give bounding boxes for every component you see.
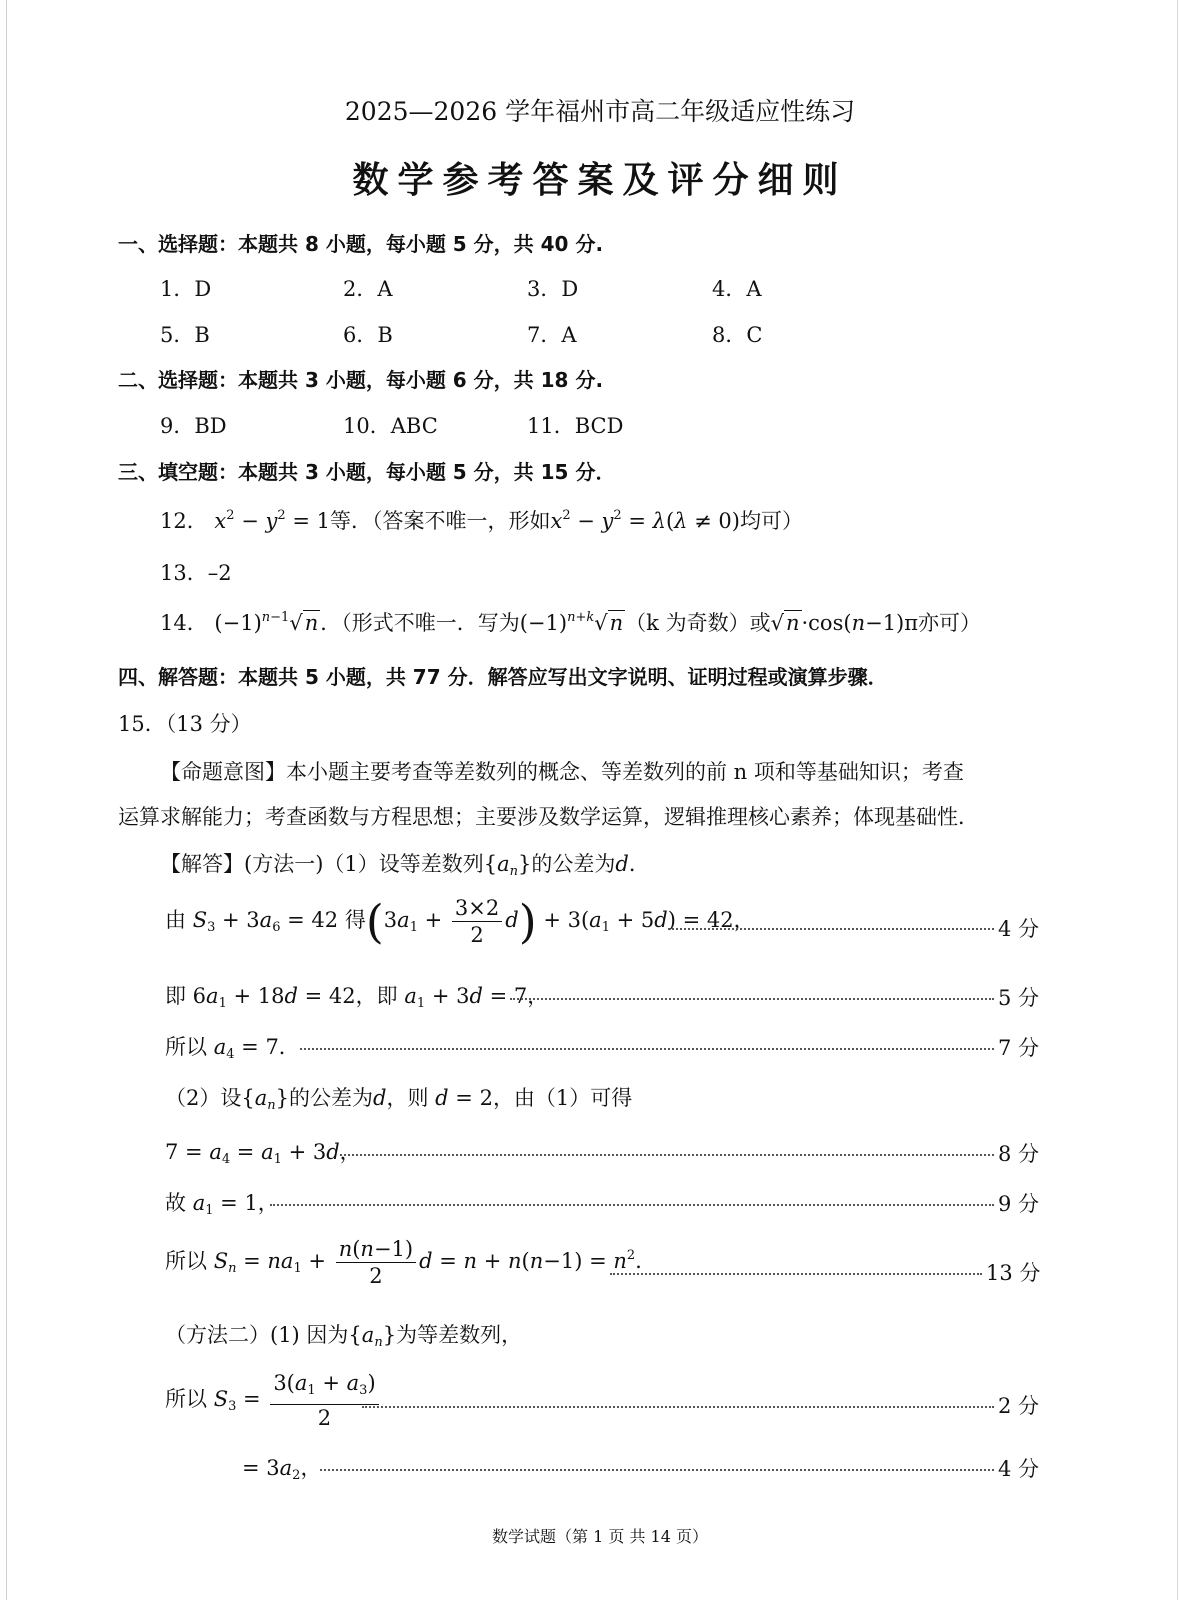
step-s3-formula: 所以 $S_3$ = $\frac{3(a_1 + a_3)}{2}$ — [165, 1370, 382, 1431]
page-edge-left — [6, 0, 7, 1600]
formula-hyperbola: $x^2 - y^2 = 1$ — [214, 508, 330, 533]
answer-2: 2．A — [343, 277, 393, 301]
score-leader-4 — [340, 1154, 994, 1156]
section3-heading: 三、填空题：本题共 3 小题，每小题 5 分，共 15 分． — [118, 460, 616, 484]
intent-line-2: 运算求解能力；考查函数与方程思想；主要涉及数学运算，逻辑推理核心素养；体现基础性． — [118, 805, 979, 829]
score-8: 4 分 — [998, 1457, 1040, 1481]
answer-14: 14． $(-1)^{n-1}√n$．（形式不唯一．写为$(-1)^{n+k}√n(k$ 为奇数）或√n·cos(n−1)π亦可） — [160, 610, 982, 635]
section4-heading: 四、解答题：本题共 5 小题，共 77 分．解答应写出文字说明、证明过程或演算步骤． — [118, 665, 888, 689]
page-edge-right — [1177, 0, 1178, 1600]
answer-10: 10．ABC — [343, 414, 438, 438]
answer-6: 6．B — [343, 323, 393, 347]
score-4: 8 分 — [998, 1142, 1040, 1166]
method2-intro: （方法二）(1) 因为$\{a_n\}$为等差数列， — [165, 1323, 523, 1350]
section2-heading: 二、选择题：本题共 3 小题，每小题 6 分，共 18 分. — [118, 368, 604, 392]
answer-12: 12． $x^2 - y^2 = 1$等．（答案不唯一，形如$x^2 - y^2 = \lambda(\lambda \ne 0)$均可） — [160, 508, 803, 533]
step-s3-equation: 由 $S_3 + 3a_6 = 42$ 得($3a_1$ + $\frac{3\times 2}{2}$ $d) + 3(a_1 + 5d) = 42$， — [165, 894, 755, 949]
formula-q14: $(-1)^{n-1}√n$ — [214, 610, 319, 635]
step-3a2: = $3a_2$， — [242, 1456, 322, 1483]
intent-line-1: 【命题意图】本小题主要考查等差数列的概念、等差数列的前 n 项和等基础知识；考查 — [160, 760, 964, 784]
answer-8: 8．C — [712, 323, 763, 347]
score-1: 4 分 — [998, 917, 1040, 941]
document-subtitle: 数学参考答案及评分细则 — [352, 159, 848, 201]
formula-q14-alt: $(-1)^{n+k}√n$ — [519, 610, 624, 635]
score-6: 13 分 — [986, 1261, 1041, 1285]
score-leader-2 — [510, 998, 994, 1000]
step-simplify: 即 $6a_1 + 18d = 42$，即 $a_1 + 3d = 7$， — [165, 984, 549, 1011]
answer-13: 13．–2 — [160, 561, 232, 585]
document-title: 2025—2026 学年福州市高二年级适应性练习 — [344, 97, 856, 126]
score-leader-5 — [270, 1204, 994, 1206]
question-15-title: 15．（13 分） — [118, 712, 252, 736]
solution-intro: 【解答】(方法一)（1）设等差数列$\{a_n\}$的公差为d． — [160, 852, 650, 879]
answer-4: 4．A — [712, 277, 762, 301]
answer-1: 1．D — [160, 277, 212, 301]
step-sn: 所以 $S_n = na_1$ + $\frac{n(n-1)}{2}$ $d = n + n(n-1) = n^2$． — [165, 1237, 657, 1288]
score-7: 2 分 — [998, 1394, 1040, 1418]
score-leader-8 — [320, 1469, 994, 1471]
answer-5: 5．B — [160, 323, 210, 347]
answer-7: 7．A — [527, 323, 577, 347]
formula-hyperbola-general: $x^2 - y^2 = \lambda(\lambda \ne 0)$ — [550, 508, 740, 533]
step-a4: 所以 $a_4 = 7$． — [165, 1035, 300, 1062]
score-3: 7 分 — [998, 1036, 1040, 1060]
score-leader-1 — [668, 928, 994, 930]
step-a1: 故 $a_1 = 1$， — [165, 1191, 279, 1218]
step-a4-a1: $7 = a_4 = a_1 + 3d$， — [165, 1140, 361, 1167]
section1-heading: 一、选择题：本题共 8 小题，每小题 5 分，共 40 分. — [118, 232, 604, 256]
formula-q14-cos: √n·cos(n−1)π — [770, 611, 919, 635]
score-5: 9 分 — [998, 1192, 1040, 1216]
page-footer: 数学试题（第 1 页 共 14 页） — [492, 1527, 708, 1546]
score-leader-7 — [362, 1406, 994, 1408]
answer-9: 9．BD — [160, 414, 227, 438]
score-leader-6 — [610, 1273, 982, 1275]
answer-11: 11．BCD — [527, 414, 624, 438]
score-2: 5 分 — [998, 986, 1040, 1010]
formula-an: $\{a_n\}$ — [483, 852, 532, 879]
part2-intro: （2）设$\{a_n\}$的公差为d，则 d = 2，由（1）可得 — [165, 1086, 633, 1113]
answer-3: 3．D — [527, 277, 579, 301]
score-leader-3 — [300, 1048, 994, 1050]
